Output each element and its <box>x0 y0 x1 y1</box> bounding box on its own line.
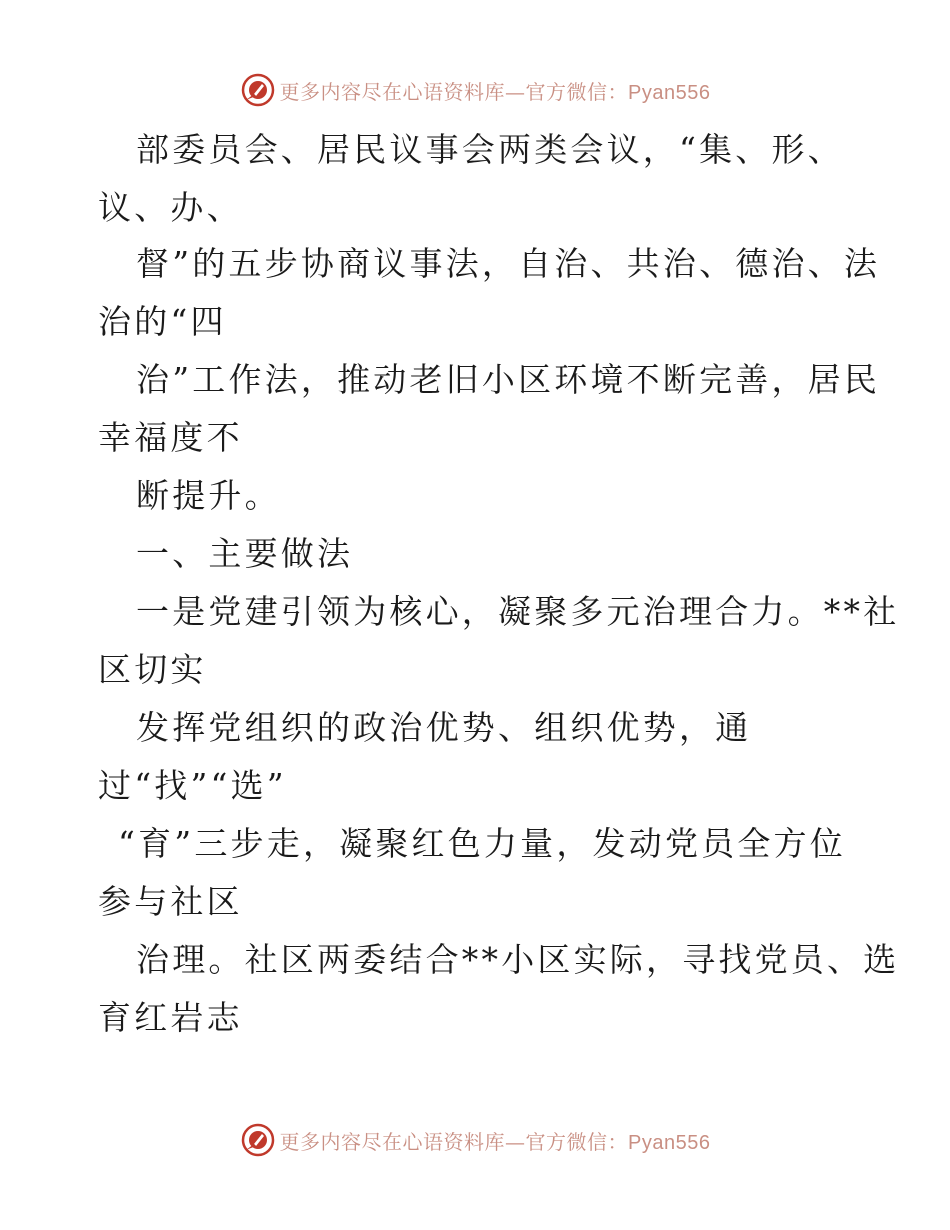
text-line: 区切实 <box>98 650 207 689</box>
pen-nib-seal-icon <box>240 1122 276 1158</box>
watermark-label: 更多内容尽在心语资料库—官方微信： <box>279 1129 629 1154</box>
text-line: 断提升。 <box>136 476 281 515</box>
watermark-label: 更多内容尽在心语资料库—官方微信： <box>279 79 629 104</box>
text-line: 发挥党组织的政治优势、组织优势，通 <box>136 708 752 747</box>
text-line: 治理。社区两委结合**小区实际，寻找党员、选 <box>136 940 900 979</box>
text-line: 治”工作法，推动老旧小区环境不断完善，居民 <box>136 360 881 399</box>
text-line: 幸福度不 <box>98 418 243 457</box>
text-line: 议、办、 <box>98 188 243 227</box>
text-line: 督”的五步协商议事法，自治、共治、德治、法 <box>136 244 881 283</box>
text-line: 一是党建引领为核心，凝聚多元治理合力。**社 <box>136 592 900 631</box>
section-heading: 一、主要做法 <box>136 534 354 573</box>
watermark-account: Pyan556 <box>628 81 711 104</box>
text-line: 参与社区 <box>98 882 243 921</box>
pen-nib-seal-icon <box>240 72 276 108</box>
text-line: 过“找”“选” <box>98 766 287 805</box>
watermark-text <box>280 76 711 105</box>
footer-watermark <box>0 1120 950 1160</box>
text-line: “育”三步走，凝聚红色力量，发动党员全方位 <box>118 824 846 863</box>
watermark-text <box>280 1126 711 1155</box>
header-watermark <box>0 70 950 110</box>
text-line: 治的“四 <box>98 302 227 341</box>
text-line: 育红岩志 <box>98 998 243 1037</box>
watermark-account: Pyan556 <box>628 1131 711 1154</box>
text-line: 部委员会、居民议事会两类会议，“集、形、 <box>136 130 844 169</box>
